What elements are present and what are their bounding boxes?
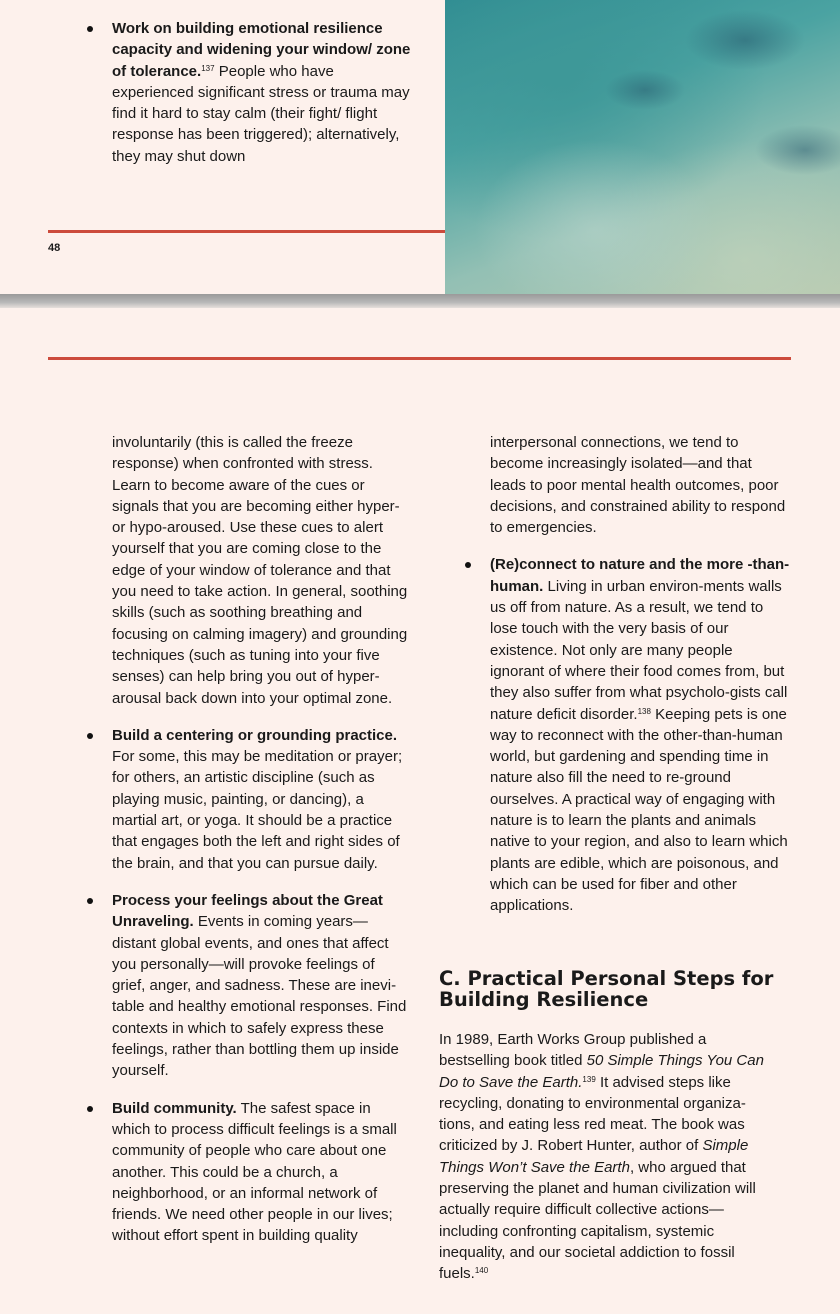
top-bullet-block: [112, 18, 412, 167]
section-heading: C. Practical Personal Steps for Building Resilience: [439, 967, 774, 1011]
previous-page: [0, 0, 840, 294]
bullet-dot-icon: [87, 26, 93, 32]
continued-paragraph: involuntarily (this is called the freeze response) when confronted with stress. Learn to become aware of the cues or signals that you are becoming either hyper- or hypo-aroused. Use these cues to alert yourself that you are coming close to the edge of your window of tolerance and that you need to take action. In general, soothing skills (such as soothing breathing and focusing on calming imagery) and grounding techniques (such as tuning into your five senses) can help bring you out of hyper-arousal back down into your optimal zone.: [112, 434, 408, 707]
footnote-ref: 137: [201, 63, 215, 73]
bullet-emotional-resilience: [112, 18, 412, 167]
section-c: [439, 968, 779, 1285]
footnote-ref: 138: [637, 706, 651, 716]
bullet-text-continued: Keeping pets is one way to reconnect with the other-than-human world, but gardening and spending time in nature also fill the need to re-ground ourselves. A practical way of engaging with nature is to learn the plants and animals native to your region, and also to learn which plants are edible, which are poisonous, and which can be used for fiber and other applications.: [490, 705, 788, 915]
aerial-water-photo-icon: [445, 0, 840, 294]
page-rule: [48, 230, 445, 233]
bullet-dot-icon: [87, 1106, 93, 1112]
bullet-centering-practice: [112, 725, 410, 874]
bullet-dot-icon: [87, 733, 93, 739]
page-divider: [0, 294, 840, 308]
bullet-build-community: [112, 1098, 410, 1247]
bullet-text: The safest space in which to process difficult feelings is a small community of people who care about one another. This could be a church, a neighborhood, or an informal network of friends. We need other people in our lives; without effort spent in building quality: [112, 1099, 397, 1245]
bullet-text: People who have experienced significant stress or trauma may find it hard to stay calm (their fight/ flight response has been triggered); alternatively, they may shut down: [112, 62, 410, 165]
paragraph-text: In 1989, Earth Works Group published a bestselling book titled: [439, 1031, 707, 1070]
left-column: [112, 432, 410, 1247]
bullet-title: (Re)connect to nature and the more -than-human.: [490, 556, 790, 595]
paragraph-text: , who argued that preserving the planet and human civilization will actually require difficult collective actions—including confronting capitalism, systemic inequality, and our societal addiction to fossil fuels.: [439, 1158, 756, 1283]
page-number: 48: [48, 242, 61, 254]
bullet-dot-icon: [465, 562, 471, 568]
bullet-title: Process your feelings about the Great Unraveling.: [112, 891, 383, 931]
bullet-text: For some, this may be meditation or prayer; for others, an artistic discipline (such as playing music, painting, or dancing), a martial art, or yoga. It should be a practice that engages both the left and right sides of the brain, and that you can pursue daily.: [112, 748, 403, 872]
bullet-process-feelings: [112, 890, 410, 1082]
bullet-title: Work on building emotional resilience capacity and widening your window/ zone of tolerance.: [112, 20, 411, 80]
bullet-title: Build community.: [112, 1099, 237, 1117]
bullet-dot-icon: [87, 898, 93, 904]
footnote-ref: 139: [582, 1074, 596, 1084]
paragraph-text: It advised steps like recycling, donating to environmental organiza-tions, and eating less red meat. The book was criticized by J. Robert Hunter, author of: [439, 1073, 746, 1155]
footnote-ref: 140: [474, 1266, 489, 1276]
bullet-reconnect-nature: [490, 554, 790, 916]
book-title: Simple Things Won’t Save the Earth: [439, 1137, 749, 1176]
bullet-text: Events in coming years—distant global events, and ones that affect you personally—will provoke feelings of grief, anger, and sadness. These are inevi-table and healthy emotional responses. Find contexts in which to safely express these feelings, rather than bottling them up inside yourself.: [112, 913, 407, 1080]
continued-paragraph: interpersonal connections, we tend to become increasingly isolated—and that leads to poor mental health outcomes, poor decisions, and constrained ability to respond to emergencies.: [490, 434, 786, 537]
right-column: [490, 432, 790, 917]
bullet-title: Build a centering or grounding practice.: [112, 726, 398, 744]
section-paragraph: [439, 1029, 779, 1285]
header-rule: [48, 357, 791, 360]
bullet-text: Living in urban environ-ments walls us off from nature. As a result, we tend to lose touch with the very basis of our existence. Not only are many people ignorant of where their food comes from, but they also suffer from what psycholo-gists call nature deficit disorder.: [490, 577, 788, 723]
book-title: 50 Simple Things You Can Do to Save the Earth.: [439, 1052, 764, 1091]
